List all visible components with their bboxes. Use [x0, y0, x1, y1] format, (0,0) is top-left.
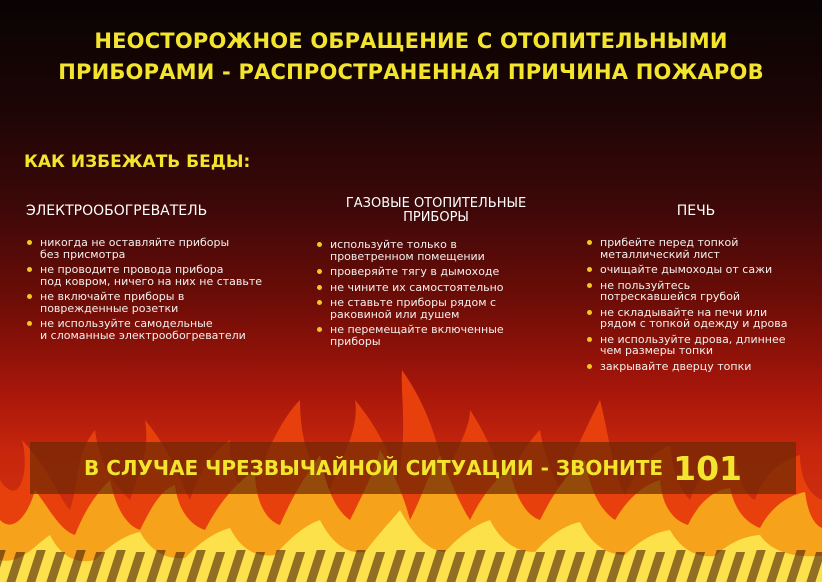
bullet-icon: [587, 283, 592, 288]
list-item-text: очищайте дымоходы от сажи: [600, 263, 773, 276]
tips-list: [316, 239, 556, 347]
emergency-banner: [30, 442, 796, 494]
list-item: [316, 324, 556, 347]
bullet-icon: [27, 240, 32, 245]
list-item: [26, 264, 304, 287]
grill-bar: [66, 550, 85, 582]
bullet-icon: [317, 285, 322, 290]
list-item-text: не ставьте приборы рядом с раковиной или душем: [330, 296, 497, 321]
column-heading: ЭЛЕКТРООБОГРЕВАТЕЛЬ: [26, 203, 208, 219]
column-heading-wrap: [586, 204, 822, 218]
list-item: [316, 297, 556, 320]
column-heading: ГАЗОВЫЕ ОТОПИТЕЛЬНЫЕ ПРИБОРЫ: [345, 196, 527, 225]
bullet-icon: [317, 300, 322, 305]
grill-bar: [206, 552, 225, 582]
bullet-icon: [587, 337, 592, 342]
grill-bar: [126, 552, 145, 582]
grill-bar: [666, 550, 685, 582]
bullet-icon: [27, 294, 32, 299]
grill-bar: [26, 550, 45, 582]
title-line-1: НЕОСТОРОЖНОЕ ОБРАЩЕНИЕ С ОТОПИТЕЛЬНЫМИ: [94, 29, 728, 53]
list-item-text: не складывайте на печи или рядом с топкой одежду и дрова: [600, 305, 788, 330]
grill-bar: [486, 552, 505, 582]
list-item: [586, 334, 822, 357]
grill-bar: [46, 552, 65, 582]
grill-bar: [766, 552, 785, 582]
grill-bar: [86, 552, 105, 582]
grill-bar: [726, 552, 745, 582]
grill-bar: [386, 550, 405, 582]
list-item: [26, 291, 304, 314]
list-item-text: никогда не оставляйте приборы без присмотра: [40, 236, 230, 261]
grill-bar: [706, 550, 725, 582]
column-gas-heaters: [316, 197, 556, 351]
tips-list: [586, 237, 822, 372]
list-item-text: не включайте приборы в поврежденные розетки: [40, 290, 185, 315]
list-item-text: не чините их самостоятельно: [330, 280, 504, 294]
list-item: [586, 237, 822, 260]
grill-bar: [626, 550, 645, 582]
bullet-icon: [27, 321, 32, 326]
list-item: [26, 318, 304, 341]
bullet-icon: [587, 310, 592, 315]
list-item: [586, 264, 822, 276]
column-heading: ПЕЧЬ: [676, 203, 716, 219]
title-line-2: ПРИБОРАМИ - РАСПРОСТРАНЕННАЯ ПРИЧИНА ПОЖАРОВ: [58, 60, 764, 84]
list-item-text: не используйте самодельные и сломанные электрообогреватели: [40, 317, 246, 342]
list-item-text: не используйте дрова, длиннее чем размеры топки: [600, 332, 786, 357]
grill-bar: [286, 552, 305, 582]
grill-bar: [786, 550, 805, 582]
grill-bar: [366, 552, 385, 582]
grill-bar: [246, 552, 265, 582]
grill-grate: [0, 540, 822, 582]
grill-bar: [686, 552, 705, 582]
grill-bar: [226, 550, 245, 582]
grill-bar: [186, 550, 205, 582]
list-item-text: проверяйте тягу в дымоходе: [330, 265, 500, 278]
grill-bar: [566, 552, 585, 582]
column-electric-heater: [26, 204, 304, 345]
grill-bar: [426, 550, 445, 582]
list-item-text: прибейте перед топкой металлический лист: [600, 236, 739, 261]
grill-bar: [806, 552, 822, 582]
section-subtitle: КАК ИЗБЕЖАТЬ БЕДЫ:: [24, 152, 251, 172]
emergency-phone-number[interactable]: 101: [673, 448, 742, 488]
column-stove: [586, 204, 822, 376]
poster-title: [0, 26, 822, 88]
grill-bar: [446, 552, 465, 582]
grill-bars: [0, 550, 822, 582]
grill-bar: [146, 550, 165, 582]
list-item-text: закрывайте дверцу топки: [600, 359, 752, 373]
bullet-icon: [27, 267, 32, 272]
bullet-icon: [587, 240, 592, 245]
bullet-icon: [317, 269, 322, 274]
bullet-icon: [317, 327, 322, 332]
grill-bar: [526, 552, 545, 582]
grill-bar: [346, 550, 365, 582]
grill-bar: [266, 550, 285, 582]
grill-bar: [106, 550, 125, 582]
grill-bar: [646, 552, 665, 582]
grill-bar: [546, 550, 565, 582]
list-item: [26, 237, 304, 260]
grill-bar: [166, 552, 185, 582]
tips-list: [26, 237, 304, 341]
list-item: [316, 282, 556, 294]
grill-bar: [6, 552, 25, 582]
list-item-text: не проводите провода прибора под ковром, ничего на них не ставьте: [40, 263, 263, 288]
bullet-icon: [587, 267, 592, 272]
grill-bar: [326, 552, 345, 582]
emergency-banner-text: В СЛУЧАЕ ЧРЕЗВЫЧАЙНОЙ СИТУАЦИИ - ЗВОНИТЕ: [83, 456, 664, 480]
bullet-icon: [317, 242, 322, 247]
list-item-text: используйте только в проветренном помещении: [330, 238, 485, 263]
grill-bar: [506, 550, 525, 582]
list-item: [586, 307, 822, 330]
list-item-text: не перемещайте включенные приборы: [330, 323, 504, 348]
grill-bar: [606, 552, 625, 582]
grill-bar: [0, 550, 6, 582]
list-item-text: не пользуйтесь потрескавшейся грубой: [600, 278, 741, 303]
list-item: [586, 280, 822, 303]
grill-bar: [586, 550, 605, 582]
grill-bar: [306, 550, 325, 582]
grill-bar: [406, 552, 425, 582]
grill-bar: [746, 550, 765, 582]
list-item: [316, 266, 556, 278]
list-item: [316, 239, 556, 262]
grill-bar: [466, 550, 485, 582]
